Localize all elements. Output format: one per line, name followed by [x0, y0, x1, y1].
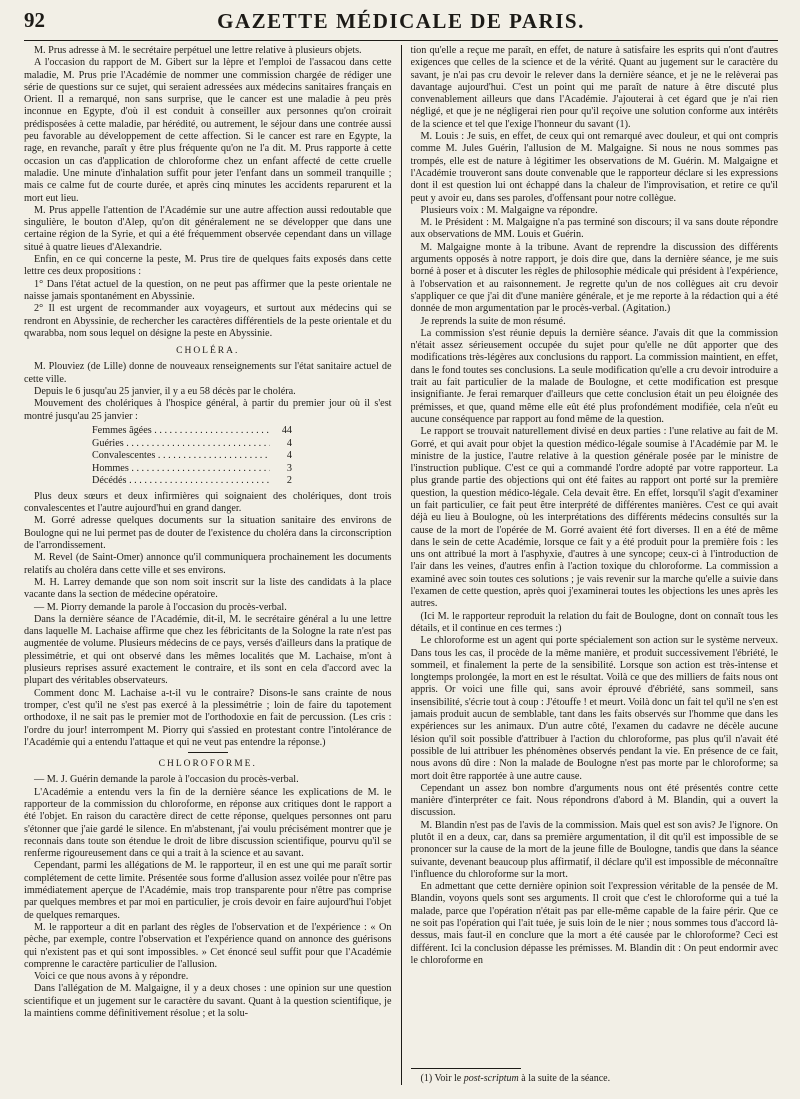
two-column-body — [24, 45, 778, 1085]
footnote-emphasis: post-scriptum — [463, 1073, 519, 1084]
section-separator — [188, 752, 228, 753]
paragraph: tion qu'elle a reçue me paraît, en effet, de nature à satisfaire les esprits qui n'ont d'autres exigences que celles de la science et de la vérité. Quant au jugement sur le caractère du savant, je n'ai pas cru devoir le relever dans la dernière séance, et je ne le relèverai pas davantage aujourd'hui. C'est un point qui me paraît de nature à être discuté plus convenablement ailleurs que dans l'Académie. J'ajouterai à cet égard que je n'ai rien négligé, et que je ne négligerai rien pour qu'il reçoive une solution conforme aux intérêts de la science et tel que l'exige l'honneur du savant (1). — [410, 45, 778, 130]
paragraph: Mouvement des cholériques à l'hospice général, à partir du premier jour où il s'est montré jusqu'au 25 janvier : — [24, 398, 392, 422]
stat-value: 4 — [286, 450, 292, 462]
paragraph: M. Plouviez (de Lille) donne de nouveaux renseignements sur l'état sanitaire actuel de cette ville. — [24, 361, 392, 385]
paragraph: M. le Président : M. Malgaigne n'a pas terminé son discours; il va sans doute répondre aux observations de MM. Louis et Guérin. — [410, 217, 778, 241]
cholera-statistics-table — [92, 425, 292, 488]
section-title-cholera: CHOLÉRA. — [176, 346, 240, 357]
paragraph: En admettant que cette dernière opinion soit l'expression véritable de la pensée de M. Blandin, voyons quels sont ses arguments. Il croit que c'est le chloroforme qui a tué la malade, parce que l'opération n'était pas par elle-même capable de la faire périr. Que ce ne soit pas l'opération qui l'ait tuée, je suis loin de le nier ; nous sommes tous d'accord là-dessus, mais faut-il en conclure que la mort a été causée par le chloroforme? Ceci est différent. Ici la conclusion dépasse les prémisses. M. Blandin dit : On peut endormir avec le chloroforme en — [410, 881, 778, 966]
stat-label: Décédés . . . — [92, 475, 270, 488]
footnote-rule — [411, 1068, 521, 1069]
paragraph: Enfin, en ce qui concerne la peste, M. Prus tire de quelques faits exposés dans cette lettre ces deux propositions : — [24, 254, 392, 278]
footnote — [411, 1073, 779, 1085]
paragraph: 2° Il est urgent de recommander aux voyageurs, et surtout aux médecins qui se rendront en Abyssinie, de rechercher les caractères différentiels de la peste orientale et du qwarabba, nom sous lequel on désigne la peste en Abyssinie. — [24, 303, 392, 339]
paragraph: M. Prus appelle l'attention de l'Académie sur une autre affection aussi redoutable que singulière, le bouton d'Alep, qu'on dit généralement ne se développer que dans une certaine région de la Syrie, et qui a été fréquemment observée cependant dans un village situé à quatre lieues d'Alexandrie. — [24, 204, 392, 253]
paragraph: M. Malgaigne monte à la tribune. Avant de reprendre la discussion des différents arguments opposés à notre rapport, je dois dire que, dans la dernière séance, je me suis borné à poser et à discuter les règles de philosophie médicale qui président à l'expérience, à l'observation et au raisonnement. Je regrette qu'un de nos collègues ait cru devoir s'appliquer ce que j'ai dit d'une manière générale, et je me reporte à la rédaction qui a été donnée de mon argumentation par le procès-verbal. (Agitation.) — [410, 241, 778, 315]
paragraph: Le chloroforme est un agent qui porte spécialement son action sur le système nerveux. Dans tous les cas, il procède de la même manière, et produit successivement l'ébriété, le sommeil, et finalement la perte de la sensibilité. Lorsque son action est très-intense et longtemps prolongée, la mort en est le résultat. Voilà ce que des milliers de faits nous ont appris. Or voici une fille qui, sans avoir éprouvé d'ébriété, sans sommeil, sans insensibilité, s'écrie tout à coup : J'étouffe ! et meurt. Voilà donc un fait tel qu'il ne s'en est jamais produit aucun de semblable, tant dans les faits observés sur l'homme que dans les expériences sur les animaux. D'un autre côté, l'examen du cadavre ne décèle aucune lésion qu'il soit possible d'attribuer à l'action du chloroforme, pas plus qu'il n'avait été possible de lui attribuer les phénomènes observés pendant la vie. En présence de ce fait, nous avons dû dire : Non la malade de Boulogne n'est pas morte par le chloroforme; sa mort doit être rapportée à une autre cause. — [410, 635, 778, 782]
paragraph: Dans la dernière séance de l'Académie, dit-il, M. le secrétaire général a lu une lettre dans laquelle M. Lachaise affirme que chez les fébricitants de la Sologne la rate n'est pas augmentée de volume. Plusieurs médecins de ce pays, versés d'ailleurs dans la pratique de plessimétrie, et qui ont observé dans les mêmes localités que M. Lachaise, m'ont à plusieurs reprises assuré exactement le contraire, et ils sont en cela d'accord avec la plupart des véritables observateurs. — [24, 613, 392, 687]
stat-row — [92, 438, 292, 451]
paragraph: A l'occasion du rapport de M. Gibert sur la lèpre et l'emploi de l'assacou dans cette maladie, M. Prus prie l'Académie de nommer une commission chargée de rédiger une série de questions sur ce sujet, qui seraient adressées aux médecins sanitaires français en Orient. Il a remarqué, non sans surprise, que le cancer est une maladie à peu près inconnue en Egypte, d'où il est conduit à conseiller aux personnes qu'on croirait prédisposées à cette maladie, par hérédité, ou autrement, le séjour dans une contrée aussi peu favorable au développement de cette affection. Si le cancer est rare en Egypte, la rage, en revanche, paraît y être plus fréquente qu'on ne l'a dit. M. Prus rapporte à cette occasion un cas d'application de chloroforme chez un enfant affecté de cette cruelle maladie. Une minute d'inhalation suffit pour jeter l'enfant dans un sommeil tranquille ; mais ce calme fut de courte durée, et après cinq minutes les accidents reparurent et la mort eut lieu. — [24, 57, 392, 204]
page-header — [24, 6, 778, 41]
paragraph: 1° Dans l'état actuel de la question, on ne peut pas affirmer que la peste orientale ne naisse jamais spontanément en Abyssinie. — [24, 278, 392, 302]
journal-title: GAZETTE MÉDICALE DE PARIS. — [217, 9, 585, 33]
paragraph: La commission s'est réunie depuis la dernière séance. J'avais dit que la commission n'était assez sérieusement occupée du sujet pour qu'elle ne dût apporter que des modifications très-légères aux conclusions du rapport. La commission maintient, en effet, dans le fond toutes ses conclusions. La seule modification qu'elle a cru devoir introduire a trait au fait particulier de la malade de Boulogne, et cette modification est presque insignifiante. Je ferai remarquer d'ailleurs que cette conclusion était un peu éloignée des prémisses, et que, quand même elle eût été plus profondément modifiée, cela n'eût eu aucune conséquence par rapport au fond même de la question. — [410, 327, 778, 425]
paragraph: L'Académie a entendu vers la fin de la dernière séance les explications de M. le rapporteur de la commission du chloroforme, en réponse aux critiques dont le rapport a été l'objet. En raison du caractère direct de cette réponse, quelques personnes ont paru s'étonner que j'aie gardé le silence. En m'abstenant, j'ai voulu précisément montrer que je reconnais dans toute son étendue le droit de libre discussion scientifique, pourvu qu'il se renferme rigoureusement dans ce qui a trait à la science et au savant. — [24, 786, 392, 860]
stat-value: 3 — [286, 462, 292, 474]
paragraph: M. Blandin n'est pas de l'avis de la commission. Mais quel est son avis? Je l'ignore. On plutôt il en a deux, car, dans sa première argumentation, il dit qu'il est impossible de se prononcer sur la cause de la mort de la jeune fille de Boulogne, tandis que dans la séance suivante, devenant beaucoup plus affirmatif, il déclare qu'il est impossible de méconnaître l'influence du chloroforme sur la mort. — [410, 819, 778, 880]
paragraph: — M. J. Guérin demande la parole à l'occasion du procès-verbal. — [34, 774, 299, 786]
left-column — [24, 45, 392, 1085]
stat-label: Hommes . . . — [92, 463, 270, 476]
paragraph: M. Prus adresse à M. le secrétaire perpétuel une lettre relative à plusieurs objets. — [34, 45, 362, 56]
paragraph: M. Revel (de Saint-Omer) annonce qu'il communiquera prochainement les documents relatifs au choléra dans cette ville et ses environs. — [24, 552, 392, 576]
stat-row — [92, 475, 292, 488]
footnote-suffix: à la suite de la séance. — [518, 1073, 611, 1084]
paragraph: M. H. Larrey demande que son nom soit inscrit sur la liste des candidats à la place vacante dans la section de médecine opératoire. — [24, 576, 392, 601]
stat-value: 44 — [281, 424, 292, 436]
stat-row — [92, 425, 292, 438]
stat-value: 4 — [286, 437, 292, 449]
stat-row — [92, 450, 292, 463]
paragraph: Voici ce que nous avons à y répondre. — [34, 971, 189, 983]
stat-value: 2 — [286, 475, 292, 487]
right-column-text — [411, 45, 779, 1062]
paragraph: M. Louis : Je suis, en effet, de ceux qui ont remarqué avec douleur, et qui ont compris comme M. Jules Guérin, l'allusion de M. Malgaigne. Si nous ne nous sommes pas trompés, elle est de nature à légitimer les observations de M. Guérin. M. Malgaigne et l'Académie trouveront sans doute convenable que le rapporteur déclare si les expressions dont il est question lui ont échappé dans la chaleur de l'improvisation, et retire ce qu'il peut y avoir eu, dans ses paroles, d'offensant pour notre collègue. — [410, 131, 778, 204]
paragraph: M. le rapporteur a dit en parlant des règles de l'observation et de l'expérience : « On pèche, par exemple, contre l'observation et l'expérience quand on annonce des guérisons qui n'existent pas et qui sont impossibles. » Cet énoncé seul suffit pour que l'Académie comprenne le caractère particulier de l'allusion. — [24, 921, 392, 970]
paragraph: Le rapport se trouvait naturellement divisé en deux parties : l'une relative au fait de M. Gorré, et qui avait pour objet la question médico-légale soumise à l'Académie par M. le ministre de la justice, l'autre relative à la question générale posée par le ministre de l'instruction publique. C'est ce qui a commandé l'ordre adopté par votre rapporteur. La plus grande partie des objections qui ont été faites au rapport ont porté sur la première question, la question médico-légale. Cela devait être. En effet, lorsqu'il s'agit d'examiner un fait particulier, ce fait peut être interprété de différentes manières. C'est ce qui avait déjà eu lieu à Boulogne, où les interprétations des différents médecins consultés sur la cause de la mort de l'opérée de M. Gorré avaient été fort diverses. Il en a été de même dans le sein de cette Académie, lorsque ce fait y a été produit pour la première fois : les uns ont attribué la mort à l'asphyxie, d'autres à une syncope; ceux-ci à l'introduction de l'air dans les veines, d'autres enfin à l'action toxique du chloroforme. La commission a examiné avec soin toutes ces solutions ; je vais revenir sur la marche qu'elle a suivie dans l'examen de cette question, après quoi j'examinerai toutes les objections les unes après les autres. — [410, 426, 778, 610]
stat-label: Convalescentes . . . — [92, 450, 270, 463]
stat-label: Femmes âgées . . . — [92, 425, 270, 438]
section-title-chloroforme: CHLOROFORME. — [158, 759, 257, 770]
paragraph: Dans l'allégation de M. Malgaigne, il y a deux choses : une opinion sur une question scientifique et un jugement sur le caractère du savant. Quant à la question scientifique, je la maintiens comme définitivement résolue ; et la solu- — [24, 983, 392, 1020]
right-column — [411, 45, 779, 1085]
paragraph: — M. Piorry demande la parole à l'occasion du procès-verbal. — [34, 601, 287, 613]
paragraph: Comment donc M. Lachaise a-t-il vu le contraire? Disons-le sans crainte de nous tromper, c'est qu'il ne s'est pas exercé à la plessimétrie ; loin de faire du tapotement orthodoxe, il ne sait pas le premier mot de l'orthodoxie en fait de percussion. (Les cris : l'ordre du jour! interrompent M. Piorry qui s'assied en protestant contre l'intolérance de l'Académie qui a entendu l'attaque et qui ne veut pas entendre la réponse.) — [24, 687, 392, 748]
paragraph: Depuis le 6 jusqu'au 25 janvier, il y a eu 58 décès par le choléra. — [34, 386, 296, 398]
paragraph: Plus deux sœurs et deux infirmières qui soignaient des cholériques, dont trois convalescentes et l'autre aujourd'hui en grand danger. — [24, 490, 392, 515]
paragraph: Cependant, parmi les allégations de M. le rapporteur, il en est une qui me paraît sortir complétement de cette limite. Présentée sous forme d'allusion assez voilée pour n'être pas immédiatement aperçue de l'Académie, mais trop transparente pour n'être pas comprise par quelques membres et par moi en particulier, je crois devoir en faire aujourd'hui l'objet de quelques remarques. — [24, 860, 392, 921]
paragraph: Cependant un assez bon nombre d'arguments nous ont été présentés contre cette manière d'interpréter ce fait. Nous répondrons d'abord à M. Blandin, qui a ouvert la discussion. — [410, 782, 778, 819]
paragraph: M. Gorré adresse quelques documents sur la situation sanitaire des environs de Boulogne qui ne lui permet pas de douter de l'existence du choléra dans la circonscription de l'arrondissement. — [24, 515, 392, 552]
stat-row — [92, 463, 292, 476]
column-divider — [401, 45, 402, 1085]
paragraph: Je reprends la suite de mon résumé. — [420, 315, 566, 327]
footnote-prefix: (1) Voir le — [420, 1073, 464, 1084]
paragraph: Plusieurs voix : M. Malgaigne va répondre. — [420, 204, 598, 216]
stat-label: Guéries . . . — [92, 438, 270, 451]
page-number: 92 — [24, 8, 45, 32]
paragraph: (Ici M. le rapporteur reproduit la relation du fait de Boulogne, dont on connaît tous les détails, et il continue en ces termes :) — [410, 610, 778, 634]
